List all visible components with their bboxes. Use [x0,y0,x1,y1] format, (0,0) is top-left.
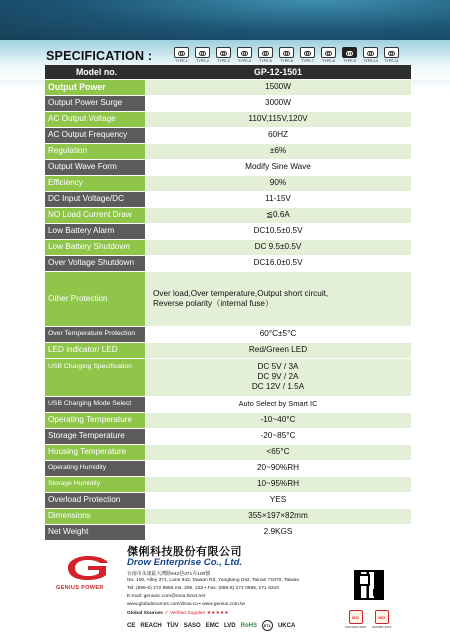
row-value: DC 9.5±0.5V [145,239,411,255]
outlet-icon [174,47,189,58]
row-key: Operating Temperature [45,412,145,428]
table-row [45,111,411,127]
plug-types [172,47,401,63]
plug-type-3: TYPE-3 [214,47,233,63]
table-row [45,508,411,524]
row-key: Over Voltage Shutdown [45,255,145,271]
row-value: 110V,115V,120V [145,111,411,127]
table-row [45,255,411,271]
plug-type-4: TYPE-4 [235,47,254,63]
verified-supplier: Verified Supplier ★★★★★ [169,611,229,616]
row-value: Red/Green LED [145,342,411,358]
row-key: Output Power [45,79,145,95]
row-value: 60HZ [145,127,411,143]
plug-type-11: TYPE-11 [382,47,401,63]
row-key: Operating Humidity [45,460,145,476]
table-row [45,444,411,460]
company-name-cn: 傑俐科技股份有限公司 [127,546,242,558]
outlet-icon [384,47,399,58]
row-value: 20~90%RH [145,460,411,476]
row-value: 60°C±5°C [145,326,411,342]
table-row [45,396,411,412]
row-key: USB Charging Mode Select [45,396,145,412]
iso-badge-icon: ISO [349,610,363,624]
row-key: Net Weight [45,524,145,540]
tel-fax: Tel: (886-6) 272 8555 ext. 206, 223 • Fax: (886-6) 272 0985, 271 6310 [127,586,280,591]
row-value: ±6% [145,143,411,159]
row-value-line: DC 5V / 3A [257,362,299,371]
iso-badge [372,610,391,629]
email: E-mail: geniusc.com@msa.hinet.net [127,594,206,599]
table-row [45,79,411,95]
table-row [45,326,411,342]
plug-type-1: TYPE-1 [172,47,191,63]
row-value: 355×197×82mm [145,508,411,524]
row-value: DC10.5±0.5V [145,223,411,239]
websites: www.globalsources.com/drow.co • www.genius.com.tw [127,602,246,607]
table-header-row [45,65,411,79]
certification-marks [127,620,295,631]
table-row [45,342,411,358]
plug-type-2: TYPE-2 [193,47,212,63]
row-value: YES [145,492,411,508]
row-value: -20~85°C [145,428,411,444]
row-value: Modify Sine Wave [145,159,411,175]
outlet-icon [342,47,357,58]
etl-mark: ETL [262,620,273,631]
row-value: 2.9KGS [145,524,411,540]
spec-table [45,65,411,541]
table-row [45,127,411,143]
row-key: AC Output Frequency [45,127,145,143]
row-value-line: Over load,Over temperature,Output short circuit, [153,288,329,298]
company-logo [56,555,120,595]
table-row [45,412,411,428]
global-sources-line [127,610,229,616]
row-key: USB Charging Specification [45,358,145,396]
table-row [45,460,411,476]
row-key: LED indicator/ LED [45,342,145,358]
row-key: AC Output Voltage [45,111,145,127]
emc-mark: EMC [205,622,220,629]
outlet-icon [237,47,252,58]
row-key: DC Input Voltage/DC [45,191,145,207]
table-row [45,143,411,159]
row-value: 90% [145,175,411,191]
row-value: 3000W [145,95,411,111]
row-value: DC16.0±0.5V [145,255,411,271]
logo-text: GENIUS POWER [56,585,104,591]
plug-type-9: TYPE-9 [340,47,359,63]
plug-type-8: TYPE-8 [319,47,338,63]
ukca-mark: UKCA [277,622,296,629]
global-sources-label: Global Sources [127,611,163,616]
table-row [45,159,411,175]
row-key: Over Temperature Protection [45,326,145,342]
table-row [45,175,411,191]
plug-type-10: TYPE-10 [361,47,380,63]
row-value: Auto Select by Smart IC [145,396,411,412]
row-value: 1500W [145,79,411,95]
genius-g-logo-icon [66,555,110,581]
iso-badge-text: ISO14001:2015 [345,625,367,629]
table-row [45,492,411,508]
row-key: Other Protection [45,271,145,326]
checkmark-icon: ✓ [164,611,169,616]
row-key: Low Battery Shutdown [45,239,145,255]
row-value-line: DC 9V / 2A [257,372,299,381]
ce-mark: CE [127,622,136,629]
row-key: Storage Humidity [45,476,145,492]
top-banner [0,0,450,40]
row-value: ≦0.6A [145,207,411,223]
table-row [45,271,411,326]
iso-badge-text: ISO9001:2015 [372,625,392,629]
row-value: -10~40°C [145,412,411,428]
table-row [45,358,411,396]
company-name-en: Drow Enterprise Co., Ltd. [127,557,243,568]
row-key: Output Wave Form [45,159,145,175]
row-key: Efficiency [45,175,145,191]
spec-title: SPECIFICATION : [46,49,153,63]
row-key: Overload Protection [45,492,145,508]
outlet-icon [216,47,231,58]
table-row [45,476,411,492]
reach-mark: REACH [140,622,162,629]
table-row [45,223,411,239]
row-value: 10~95%RH [145,476,411,492]
row-value-line: Reverse polarity（internal fuse） [153,298,274,308]
row-key: Housing Temperature [45,444,145,460]
lvd-mark: LVD [224,622,236,629]
company-footer [0,540,450,641]
address-en: No. 100, Alley 371, Lane 942, Dawan Rd, Yongkang Dist, Tainan 71070, Taiwan [127,578,300,583]
plug-type-6: TYPE-6 [277,47,296,63]
table-row [45,239,411,255]
outlet-icon [258,47,273,58]
saso-mark: SASO [183,622,201,629]
header-value: GP-12-1501 [145,65,411,79]
row-key: Low Battery Alarm [45,223,145,239]
row-key: Output Power Surge [45,95,145,111]
outlet-icon [279,47,294,58]
outlet-icon [300,47,315,58]
table-row [45,95,411,111]
address-cn: 台南市永康區大灣路942巷371弄100號 [127,572,211,577]
table-row [45,428,411,444]
row-key: Storage Temperature [45,428,145,444]
row-key: NO Load Current Draw [45,207,145,223]
spec-header [46,45,416,63]
table-row [45,524,411,540]
row-key: Dimensions [45,508,145,524]
iso-badge-icon: ISO [375,610,389,624]
row-key: Regulation [45,143,145,159]
tuv-mark: TÜV [166,622,179,629]
row-value [145,271,411,326]
row-value-line: DC 12V / 1.5A [251,382,305,391]
outlet-icon [195,47,210,58]
outlet-icon [363,47,378,58]
iso-badge [345,610,366,629]
rohs-mark: RoHS [240,622,257,629]
plug-type-7: TYPE-7 [298,47,317,63]
outlet-icon [321,47,336,58]
plug-type-5: TYPE-5 [256,47,275,63]
row-value: 11-15V [145,191,411,207]
table-row [45,191,411,207]
qr-code-icon [354,570,384,600]
row-value: <65°C [145,444,411,460]
row-value [145,358,411,396]
table-row [45,207,411,223]
header-key: Model no. [45,65,145,79]
